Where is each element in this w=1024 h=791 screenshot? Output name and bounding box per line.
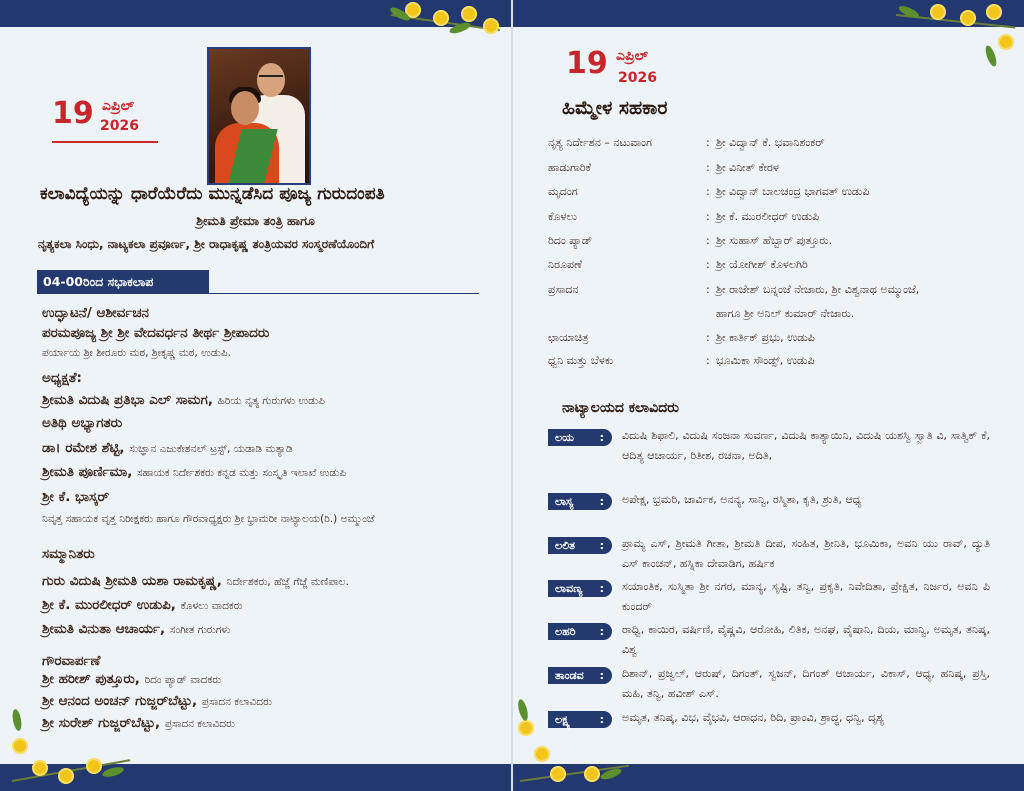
group-names: ಸಯಾಂತಿಕ, ಸುಸ್ಮಿತಾ ಶ್ರೀ ನಗರ, ಮಾನ್ಯ, ಸೃಷ್ಟಿ, ತನ್ವಿ, ಪ್ರಕೃತಿ, ನಿವೇದಿತಾ, ಪ್ರೇಕ್ಷಿತ, ನಿರ್ಜರ, ಅವನಿ ಪಿ ಕುಂದರ್ xyxy=(622,580,990,613)
flower-sprig-icon xyxy=(385,0,505,70)
dedication-title: ಕಲಾವಿದ್ಯೆಯನ್ನು ಧಾರೆಯೆರೆದು ಮುನ್ನಡೆಸಿದ ಪೂಜ್ಯ ಗುರುದಂಪತಿ xyxy=(40,184,385,204)
dedication-subtitle-2: ನೃತ್ಯಕಲಾ ಸಿಂಧು, ನಾಟ್ಯಕಲಾ ಪ್ರವೂರ್ಣ, ಶ್ರೀ ರಾಧಾಕೃಷ್ಣ ತಂತ್ರಿಯವರ ಸಂಸ್ಮರಣೆಯೊಂದಿಗೆ xyxy=(38,237,375,251)
group-names: ಅಮೃತ, ತನಿಷ್ಕ, ವಿಭ, ವೈಭವಿ, ಆರಾಧನ, ರಿದಿ, ಪ್ರಾಂವಿ, ಶ್ರಾದ್ಧ, ಧನ್ವಿ, ದೃಶ್ಯ xyxy=(622,711,885,724)
group-names: ರಾಧ್ವಿ, ಕಾಯಿರ, ವರ್ಷಿಣಿ, ವೈಷ್ಣವಿ, ಆರೋಹಿ, ಲಿತಿಕ, ಅನಘ, ವೈಷಾನಿ, ದಿಯ, ಮಾನ್ವಿ, ಅಮೃತ, ತನಿಷ್ಕ, ವಿಶ್ವ xyxy=(622,623,990,656)
honoree-desc: ನಿರ್ದೇಶಕರು, ಹೆಜ್ಜೆ ಗೆಜ್ಜೆ ಮಣಿಪಾಲ. xyxy=(226,576,349,588)
tribute-name: ಶ್ರೀ ಆನಂದ ಅಂಚನ್ ಗುಜ್ಜರ್‌ಬೆಟ್ಟು, xyxy=(42,693,198,709)
date-month: ಎಪ್ರಿಲ್ xyxy=(102,98,135,114)
group-tag-label: ಲಾಸ್ಯ xyxy=(555,495,574,508)
credit-role: ಧ್ವನಿ ಮತ್ತು ಬೆಳಕು xyxy=(548,354,614,367)
session-banner: 04-00ರಿಂದ ಸಭಾಕಲಾಪ xyxy=(37,270,209,293)
credit-name: ಶ್ರೀ ವಿದ್ವಾನ್ ಬಾಲಚಂದ್ರ ಭಾಗವತ್ ಉಡುಪಿ xyxy=(716,185,870,198)
group-tag: ಲಾವಣ್ಯ : xyxy=(548,580,612,597)
invitation-spread: 19 ಎಪ್ರಿಲ್ 2026 ಕಲಾವಿದ್ಯೆಯನ್ನು ಧಾರೆಯೆರೆದು ಮುನ್ನಡೆಸಿದ ಪೂಜ್ಯ ಗುರುದಂಪತಿ ಶ್ರೀಮತಿ ಪ್ರೇಮಾ ತಂತ್ರಿ ಹಾಗೂ ನೃತ್ಯಕಲಾ ಸಿಂಧು, ನಾಟ್ಯಕಲಾ ಪ್ರವೂರ್ಣ, ಶ್ರೀ ರಾಧಾಕೃಷ್ಣ ತಂತ್ರಿಯವರ ಸಂಸ್ಮರಣೆಯೊಂದಿಗೆ 04-00ರಿಂದ ಸಭಾಕಲಾಪ ಉದ್ಘಾಟನೆ/ ಆಶೀರ್ವಚನ ಪರಮಪೂಜ್ಯ ಶ್ರೀ ಶ್ರೀ ವೇದವರ್ಧನ ತೀರ್ಥ ಶ್ರೀಪಾದರು ಪರ್ಯಾಯ ಶ್ರೀ ಶೀರೂರು ಮಠ, ಶ್ರೀಕೃಷ್ಣ ಮಠ, ಉಡುಪಿ. ಅಧ್ಯಕ್ಷತೆ: ಶ್ರೀಮತಿ ವಿದುಷಿ ಪ್ರತಿಭಾ ಎಲ್ ಸಾಮಗ, ಹಿರಿಯ ನೃತ್ಯ ಗುರುಗಳು ಉಡುಪಿ ಅತಿಥಿ ಅಭ್ಯಾಗತರು ಡಾ। ರಮೇಶ ಶೆಟ್ಟಿ, ಸುಜ್ಞಾನ ಎಜುಕೇಶನಲ್ ಟ್ರಸ್ಟ್, ಯಡಾಡಿ ಮತ್ಯಾಡಿ ಶ್ರೀಮತಿ ಪೂರ್ಣಿಮಾ, ಸಹಾಯಕ ನಿರ್ದೇಶಕರು ಕನ್ನಡ ಮತ್ತು ಸಂಸ್ಕೃತಿ ಇಲಾಖೆ ಉಡುಪಿ ಶ್ರೀ ಕೆ. ಭಾಸ್ಕರ್ ನಿವೃತ್ತ ಸಹಾಯಕ ವೃತ್ತ ನಿರೀಕ್ಷಕರು ಹಾಗೂ ಗೌರವಾಧ್ಯಕ್ಷರು ಶ್ರೀ ಭ್ರಾಮರೀ ನಾಟ್ಯಾಲಯ(ರಿ.) ಅಮ್ಮುಂಜೆ ಸಮ್ಮಾನಿತರು ಗುರು ವಿದುಷಿ ಶ್ರೀಮತಿ ಯಶಾ ರಾಮಕೃಷ್ಣ, ನಿರ್ದೇಶಕರು, ಹೆಜ್ಜೆ ಗೆಜ್ಜೆ ಮಣಿಪಾಲ. ಶ್ರೀ ಕೆ. ಮುರಲೀಧರ್ ಉಡುಪಿ, ಕೊಳಲು ವಾದಕರು ಶ್ರೀಮತಿ ವಿನುತಾ ಆಚಾರ್ಯ, ಸಂಗೀತ ಗುರುಗಳು ಗೌರವಾರ್ಪಣೆ ಶ್ರೀ ಹರೀಶ್ ಪುತ್ತೂರು, ರಿದಂ ಪ್ಯಾಡ್ ವಾದಕರು ಶ್ರೀ ಆನಂದ ಅಂಚನ್ ಗುಜ್ಜರ್‌ಬೆಟ್ಟು, ಪ್ರಸಾದನ ಕಲಾವಿದರು ಶ್ರೀ ಸುರೇಶ್ ಗುಜ್ಜರ್‌ಬೆಟ್ಟು, ಪ್ರಸಾದನ ಕಲಾವಿದರು 19 ಎಪ್ರಿಲ್ 2026 ಹಿಮ್ಮೇಳ ಸಹಕಾರ ನೃತ್ಯ ನಿರ್ದೇಶನ – ನಟುವಾಂಗ : ಶ್ರೀ ವಿದ್ವಾನ್ ಕೆ. ಭವಾನಿಶಂಕರ್ ಹಾಡುಗಾರಿಕೆ : ಶ್ರೀ ವಿನೀತ್ ಕೇರಳ ಮೃದಂಗ : ಶ್ರೀ ವಿದ್ವಾನ್ ಬಾಲಚಂದ್ರ ಭಾಗವತ್ ಉಡುಪಿ ಕೊಳಲು : ಶ್ರೀ ಕೆ. ಮುರಲೀಧರ್ ಉಡುಪಿ ರಿದಂ ಪ್ಯಾಡ್ : ಶ್ರೀ ಸುಹಾಸ್ ಹೆಬ್ಬಾರ್ ಪುತ್ತೂರು. ನಿರೂಪಣೆ : ಶ್ರೀ ಯೋಗೀಶ್ ಕೊಳಲಗಿರಿ ಪ್ರಸಾದನ : ಶ್ರೀ ರಾಜೇಶ್ ಬನ್ನಂಜೆ ನೇಜಾರು, ಶ್ರೀ ವಿಶ್ವನಾಥ ಅಮ್ಮುಂಜೆ, ಹಾಗೂ ಶ್ರೀ ಅನಿಲ್ ಕುಮಾರ್ ನೇಜಾರು. ಛಾಯಾಚಿತ್ರ : ಶ್ರೀ ಕಾರ್ತಿಕ್ ಪ್ರಭು, ಉಡುಪಿ ಧ್ವನಿ ಮತ್ತು ಬೆಳಕು : ಭೂಮಿಕಾ ಸೌಂಡ್ಸ್, ಉಡುಪಿ ನಾಟ್ಯಾಲಯದ ಕಲಾವಿದರು ಲಯ : ವಿದುಷಿ ಶಿಫಾಲಿ, ವಿದುಷಿ ಸಂಜನಾ ಸುವರ್ಣ, ವಿದುಷಿ ಕಾತ್ಯಾಯಿನಿ, ವಿದುಷಿ ಯಶಸ್ವಿ ಸ್ವಾತಿ ವಿ, ಸಾತ್ವಿಕ್ ಕೆ, ಆದಿತ್ಯ ಆಚಾರ್ಯ, ರಿತೀಶ, ರಚನಾ, ಅದಿತಿ, ಲಾಸ್ಯ : ಅಪೇಕ್ಷ, ಭ್ರಮರಿ, ಚಾರ್ವಿಕ, ಅನನ್ಯ, ಸಾನ್ವಿ, ರಸ್ಮಿತಾ, ಕೃತಿ, ಶ್ರುತಿ, ಆಧ್ಯ ಲಲಿತ : ಪ್ರಾಮ್ಯ ಎಸ್, ಶ್ರೀಮತಿ ಗೀತಾ, ಶ್ರೀಮತಿ ದೀಪ, ಸಂಹಿತ, ಶ್ರೀನಿತಿ, ಭೂಮಿಕಾ, ಅವನಿ ಯು ರಾವ್, ದ್ಯುತಿ ಎಸ್ ಕಾಂಚನ್, ಹಸ್ನಿಕಾ ದೇವಾಡಿಗ, ಹರ್ಷಿಕ ಲಾವಣ್ಯ : ಸಯಾಂತಿಕ, ಸುಸ್ಮಿತಾ ಶ್ರೀ ನಗರ, ಮಾನ್ಯ, ಸೃಷ್ಟಿ, ತನ್ವಿ, ಪ್ರಕೃತಿ, ನಿವೇದಿತಾ, ಪ್ರೇಕ್ಷಿತ, ನಿರ್ಜರ, ಅವನಿ ಪಿ ಕುಂದರ್ ಲಹರಿ : ರಾಧ್ವಿ, ಕಾಯಿರ, ವರ್ಷಿಣಿ, ವೈಷ್ಣವಿ, ಆರೋಹಿ, ಲಿತಿಕ, ಅನಘ, ವೈಷಾನಿ, ದಿಯ, ಮಾನ್ವಿ, ಅಮೃತ, ತನಿಷ್ಕ, ವಿಶ್ವ ತಾಂಡವ : ದಿಶಾನ್, ಪ್ರಜ್ವಲ್, ಆರುಷ್, ದಿಗಂತ್, ಸ್ವಜನ್, ದಿಗಂತ್ ಆಚಾರ್ಯ, ವಿಕಾಸ್, ಆಧ್ಯ, ಹನಿಷ್ಕ, ಪ್ರಸ್ತಿ, ಮಹಿ, ತನ್ವಿ, ಹವೀಶ್ ಎಸ್. ಲಕ್ಷ್ಯ : ಅಮೃತ, ತನಿಷ್ಕ, ವಿಭ, ವೈಭವಿ, ಆರಾಧನ, ರಿದಿ, ಪ್ರಾಂವಿ, ಶ್ರಾದ್ಧ, ಧನ್ವಿ, ದೃಶ್ಯ xyxy=(0,0,1024,791)
tribute-row xyxy=(42,693,272,709)
guest-desc: ನಿವೃತ್ತ ಸಹಾಯಕ ವೃತ್ತ ನಿರೀಕ್ಷಕರು ಹಾಗೂ ಗೌರವಾಧ್ಯಕ್ಷರು ಶ್ರೀ ಭ್ರಾಮರೀ ನಾಟ್ಯಾಲಯ(ರಿ.) ಅಮ್ಮುಂಜೆ xyxy=(42,513,375,525)
credit-name: ಶ್ರೀ ಯೋಗೀಶ್ ಕೊಳಲಗಿರಿ xyxy=(716,258,808,271)
guest-name: ಶ್ರೀಮತಿ ಪೂರ್ಣಿಮಾ, xyxy=(42,464,133,480)
tribute-desc: ಪ್ರಸಾದನ ಕಲಾವಿದರು xyxy=(164,718,235,730)
inauguration-name: ಪರಮಪೂಜ್ಯ ಶ್ರೀ ಶ್ರೀ ವೇದವರ್ಧನ ತೀರ್ಥ ಶ್ರೀಪಾದರು xyxy=(42,325,270,341)
honoree-row xyxy=(42,621,230,637)
group-names: ದಿಶಾನ್, ಪ್ರಜ್ವಲ್, ಆರುಷ್, ದಿಗಂತ್, ಸ್ವಜನ್, ದಿಗಂತ್ ಆಚಾರ್ಯ, ವಿಕಾಸ್, ಆಧ್ಯ, ಹನಿಷ್ಕ, ಪ್ರಸ್ತಿ, ಮಹಿ, ತನ್ವಿ, ಹವೀಶ್ ಎಸ್. xyxy=(622,667,990,700)
guest-row xyxy=(42,464,346,480)
honoree-name: ಶ್ರೀ ಕೆ. ಮುರಲೀಧರ್ ಉಡುಪಿ, xyxy=(42,597,176,613)
artists-title: ನಾಟ್ಯಾಲಯದ ಕಲಾವಿದರು xyxy=(562,400,679,416)
accompaniment-title: ಹಿಮ್ಮೇಳ ಸಹಕಾರ xyxy=(562,97,668,119)
page-fold xyxy=(511,0,513,791)
president-row xyxy=(42,392,325,408)
president-name: ಶ್ರೀಮತಿ ವಿದುಷಿ ಪ್ರತಿಭಾ ಎಲ್ ಸಾಮಗ, xyxy=(42,392,213,408)
flower-sprig-icon xyxy=(890,0,1020,70)
tribute-heading: ಗೌರವಾರ್ಪಣೆ xyxy=(42,653,101,669)
guest-row xyxy=(42,440,293,456)
credit-role: ಹಾಡುಗಾರಿಕೆ xyxy=(548,161,592,174)
credit-name: ಹಾಗೂ ಶ್ರೀ ಅನಿಲ್ ಕುಮಾರ್ ನೇಜಾರು. xyxy=(716,307,855,320)
tribute-row xyxy=(42,715,235,731)
date-year: 2026 xyxy=(618,70,657,86)
group-tag: ಲಲಿತ : xyxy=(548,537,612,554)
credit-role: ಪ್ರಸಾದನ xyxy=(548,283,579,296)
credit-name: ಭೂಮಿಕಾ ಸೌಂಡ್ಸ್, ಉಡುಪಿ xyxy=(716,354,815,367)
guest-desc: ಸುಜ್ಞಾನ ಎಜುಕೇಶನಲ್ ಟ್ರಸ್ಟ್, ಯಡಾಡಿ ಮತ್ಯಾಡಿ xyxy=(129,443,293,455)
honoree-desc: ಕೊಳಲು ವಾದಕರು xyxy=(180,600,243,612)
guests-heading: ಅತಿಥಿ ಅಭ್ಯಾಗತರು xyxy=(42,415,123,431)
inauguration-desc: ಪರ್ಯಾಯ ಶ್ರೀ ಶೀರೂರು ಮಠ, ಶ್ರೀಕೃಷ್ಣ ಮಠ, ಉಡುಪಿ. xyxy=(42,347,231,359)
credit-role: ಕೊಳಲು xyxy=(548,210,578,223)
group-tag: ಲಕ್ಷ್ಯ : xyxy=(548,711,612,728)
group-names: ಪ್ರಾಮ್ಯ ಎಸ್, ಶ್ರೀಮತಿ ಗೀತಾ, ಶ್ರೀಮತಿ ದೀಪ, ಸಂಹಿತ, ಶ್ರೀನಿತಿ, ಭೂಮಿಕಾ, ಅವನಿ ಯು ರಾವ್, ದ್ಯುತಿ ಎಸ್ ಕಾಂಚನ್, ಹಸ್ನಿಕಾ ದೇವಾಡಿಗ, ಹರ್ಷಿಕ xyxy=(622,537,990,570)
group-tag: ತಾಂಡವ : xyxy=(548,667,612,684)
tribute-name: ಶ್ರೀ ಹರೀಶ್ ಪುತ್ತೂರು, xyxy=(42,671,140,687)
tribute-desc: ಪ್ರಸಾದನ ಕಲಾವಿದರು xyxy=(201,696,272,708)
date-year: 2026 xyxy=(100,118,139,134)
group-tag-label: ಲಾವಣ್ಯ xyxy=(555,582,583,595)
credit-name: ಶ್ರೀ ಸುಹಾಸ್ ಹೆಬ್ಬಾರ್ ಪುತ್ತೂರು. xyxy=(716,234,833,247)
guest-desc: ಸಹಾಯಕ ನಿರ್ದೇಶಕರು ಕನ್ನಡ ಮತ್ತು ಸಂಸ್ಕೃತಿ ಇಲಾಖೆ ಉಡುಪಿ xyxy=(137,467,347,479)
guest-name: ಶ್ರೀ ಕೆ. ಭಾಸ್ಕರ್ xyxy=(42,489,109,505)
group-tag: ಲಯ : xyxy=(548,429,612,446)
honoree-name: ಗುರು ವಿದುಷಿ ಶ್ರೀಮತಿ ಯಶಾ ರಾಮಕೃಷ್ಣ, xyxy=(42,573,222,589)
credit-name: ಶ್ರೀ ಕಾರ್ತಿಕ್ ಪ್ರಭು, ಉಡುಪಿ xyxy=(716,331,815,344)
date-month: ಎಪ್ರಿಲ್ xyxy=(616,48,649,64)
group-names: ಅಪೇಕ್ಷ, ಭ್ರಮರಿ, ಚಾರ್ವಿಕ, ಅನನ್ಯ, ಸಾನ್ವಿ, ರಸ್ಮಿತಾ, ಕೃತಿ, ಶ್ರುತಿ, ಆಧ್ಯ xyxy=(622,493,862,506)
honoree-row xyxy=(42,597,242,613)
group-tag: ಲಾಸ್ಯ : xyxy=(548,493,612,510)
credit-name: ಶ್ರೀ ವಿದ್ವಾನ್ ಕೆ. ಭವಾನಿಶಂಕರ್ xyxy=(716,136,825,149)
group-tag-label: ತಾಂಡವ xyxy=(555,669,584,682)
credit-name: ಶ್ರೀ ಕೆ. ಮುರಲೀಧರ್ ಉಡುಪಿ xyxy=(716,210,820,223)
presidency-heading: ಅಧ್ಯಕ್ಷತೆ: xyxy=(42,370,82,386)
guru-couple-photo xyxy=(207,47,311,185)
credit-name: ಶ್ರೀ ರಾಜೇಶ್ ಬನ್ನಂಜೆ ನೇಜಾರು, ಶ್ರೀ ವಿಶ್ವನಾಥ ಅಮ್ಮುಂಜೆ, xyxy=(716,283,920,296)
guest-name: ಡಾ। ರಮೇಶ ಶೆಟ್ಟಿ, xyxy=(42,440,125,456)
honoree-desc: ಸಂಗೀತ ಗುರುಗಳು xyxy=(169,624,231,636)
credit-role: ಛಾಯಾಚಿತ್ರ xyxy=(548,331,589,344)
tribute-row xyxy=(42,671,221,687)
inauguration-heading: ಉದ್ಘಾಟನೆ/ ಆಶೀರ್ವಚನ xyxy=(42,305,150,321)
credit-role: ಮೃದಂಗ xyxy=(548,185,578,198)
tribute-name: ಶ್ರೀ ಸುರೇಶ್ ಗುಜ್ಜರ್‌ಬೆಟ್ಟು, xyxy=(42,715,161,731)
group-tag-label: ಲಕ್ಷ್ಯ xyxy=(555,713,571,726)
credit-role: ನಿರೂಪಣೆ xyxy=(548,258,583,271)
date-day: 19 xyxy=(566,46,608,81)
tribute-desc: ರಿದಂ ಪ್ಯಾಡ್ ವಾದಕರು xyxy=(144,674,222,686)
honoree-row xyxy=(42,573,349,589)
dedication-subtitle: ಶ್ರೀಮತಿ ಪ್ರೇಮಾ ತಂತ್ರಿ ಹಾಗೂ xyxy=(196,213,315,228)
credit-role: ನೃತ್ಯ ನಿರ್ದೇಶನ – ನಟುವಾಂಗ xyxy=(548,136,652,149)
banner-rule xyxy=(37,293,479,294)
honoree-name: ಶ್ರೀಮತಿ ವಿನುತಾ ಆಚಾರ್ಯ, xyxy=(42,621,166,637)
group-tag-label: ಲಹರಿ xyxy=(555,625,576,638)
president-desc: ಹಿರಿಯ ನೃತ್ಯ ಗುರುಗಳು ಉಡುಪಿ xyxy=(217,395,325,407)
date-day: 19 xyxy=(52,96,94,131)
group-names: ವಿದುಷಿ ಶಿಫಾಲಿ, ವಿದುಷಿ ಸಂಜನಾ ಸುವರ್ಣ, ವಿದುಷಿ ಕಾತ್ಯಾಯಿನಿ, ವಿದುಷಿ ಯಶಸ್ವಿ ಸ್ವಾತಿ ವಿ, ಸಾತ್ವಿಕ್ ಕೆ, ಆದಿತ್ಯ ಆಚಾರ್ಯ, ರಿತೀಶ, ರಚನಾ, ಅದಿತಿ, xyxy=(622,429,990,462)
credit-role: ರಿದಂ ಪ್ಯಾಡ್ xyxy=(548,234,593,247)
group-tag-label: ಲಲಿತ xyxy=(555,539,575,552)
honorees-heading: ಸಮ್ಮಾನಿತರು xyxy=(42,546,95,562)
group-tag: ಲಹರಿ : xyxy=(548,623,612,640)
credit-name: ಶ್ರೀ ವಿನೀತ್ ಕೇರಳ xyxy=(716,161,779,174)
group-tag-label: ಲಯ xyxy=(555,431,574,444)
